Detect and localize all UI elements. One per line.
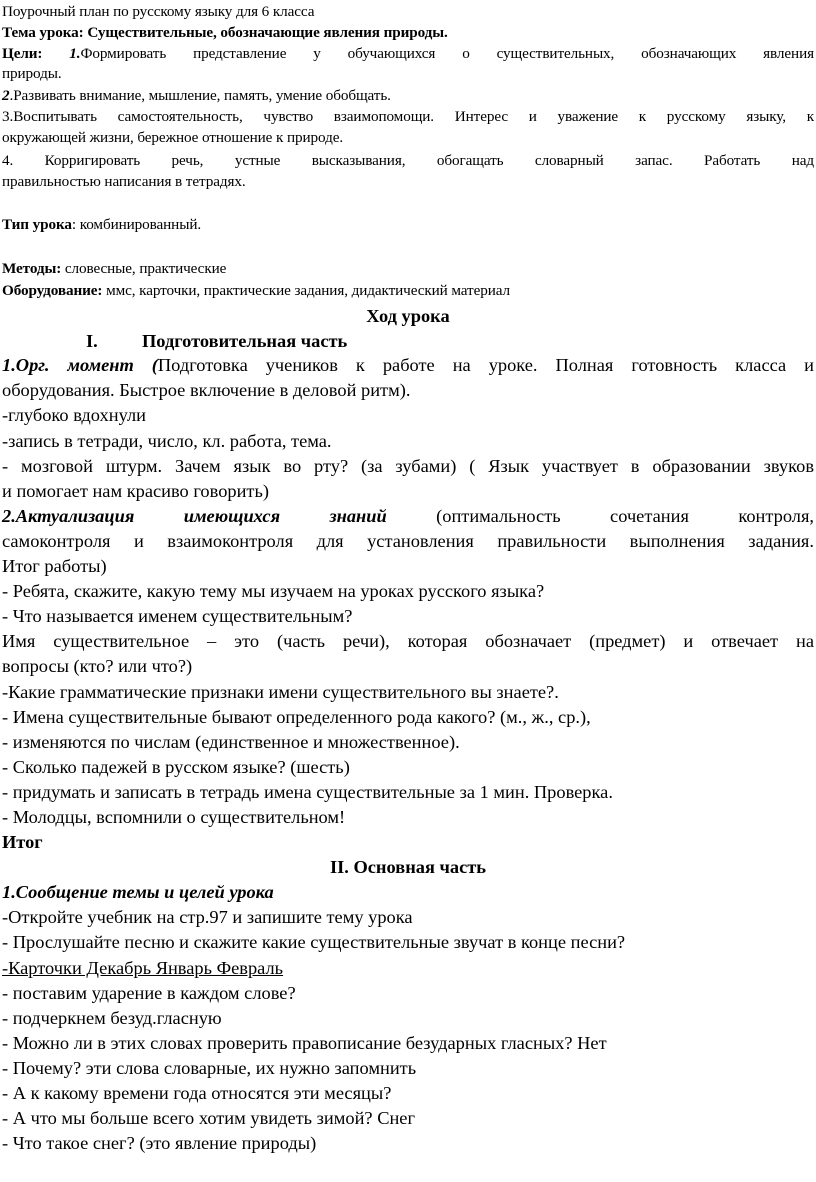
goal1-line xyxy=(2,44,814,64)
course-heading: Ход урока xyxy=(366,306,450,326)
section2-title: 2.Актуализация имеющихся знаний xyxy=(2,506,387,526)
section1-line xyxy=(2,353,814,377)
section1-text: Подготовка учеников к работе на уроке. Полная готовность класса и xyxy=(157,355,814,375)
summary-label: Итог xyxy=(2,832,43,852)
list-item: -запись в тетради, число, кл. работа, тема. xyxy=(2,431,332,451)
goal2-text: .Развивать внимание, мышление, память, умение обобщать. xyxy=(9,87,391,104)
equipment-value: ммс, карточки, практические задания, дидактический материал xyxy=(102,282,510,299)
lesson-type-label: Тип урока xyxy=(2,216,72,233)
list-item: - А что мы больше всего хотим увидеть зимой? Снег xyxy=(2,1108,416,1128)
list-item: - изменяются по числам (единственное и множественное). xyxy=(2,732,460,752)
list-item: - подчеркнем безуд.гласную xyxy=(2,1008,222,1028)
section2-line xyxy=(2,504,814,528)
methods-value: словесные, практические xyxy=(61,260,227,277)
list-item: - Прослушайте песню и скажите какие существительные звучат в конце песни? xyxy=(2,932,626,952)
cards-line: -Карточки Декабрь Январь Февраль xyxy=(2,958,284,978)
part1-number: I. xyxy=(86,331,98,351)
goal4-line-cont: правильностью написания в тетрадях. xyxy=(2,173,246,190)
list-item: - А к какому времени года относятся эти месяцы? xyxy=(2,1083,392,1103)
section2-text-cont: самоконтроля и взаимоконтроля для установления правильности выполнения задания. xyxy=(2,531,814,551)
goal3-line-cont: окружающей жизни, бережное отношение к природе. xyxy=(2,129,344,146)
goal1-number: 1. xyxy=(69,45,81,62)
list-item: и помогает нам красиво говорить) xyxy=(2,481,269,501)
section2-text: (оптимальность сочетания контроля, xyxy=(386,506,815,526)
list-item: -Какие грамматические признаки имени существительного вы знаете?. xyxy=(2,682,559,702)
lesson-type xyxy=(2,215,814,235)
goal2-line xyxy=(2,86,814,106)
list-item: - Сколько падежей в русском языке? (шесть) xyxy=(2,757,350,777)
list-item: - Можно ли в этих словах проверить правописание безударных гласных? Нет xyxy=(2,1033,607,1053)
list-item: вопросы (кто? или что?) xyxy=(2,656,193,676)
lesson-type-value: : комбинированный. xyxy=(71,216,202,233)
topic-value: Существительные, обозначающие явления природы. xyxy=(87,24,448,41)
list-item: -глубоко вдохнули xyxy=(2,405,146,425)
goal2-number: 2 xyxy=(2,87,10,104)
section2-text-end: Итог работы) xyxy=(2,556,107,576)
section1-title: 1.Орг. момент ( xyxy=(2,355,158,375)
section3-title: 1.Сообщение темы и целей урока xyxy=(2,882,274,902)
list-item: - Что такое снег? (это явление природы) xyxy=(2,1133,317,1153)
list-item: - мозговой штурм. Зачем язык во рту? (за зубами) ( Язык участвует в образовании звуков xyxy=(2,456,814,476)
list-item: - Ребята, скажите, какую тему мы изучаем на уроках русского языка? xyxy=(2,581,545,601)
part2-heading: II. Основная часть xyxy=(329,857,487,877)
list-item: -Откройте учебник на стр.97 и запишите тему урока xyxy=(2,907,413,927)
goal1-text: Формировать представление у обучающихся о существительных, обозначающих явления xyxy=(80,45,814,62)
equipment-label: Оборудование: xyxy=(2,282,103,299)
goal1-text-cont: природы. xyxy=(2,65,62,82)
list-item: - Имена существительные бывают определенного рода какого? (м., ж., ср.), xyxy=(2,707,591,727)
methods-label: Методы: xyxy=(2,260,62,277)
part1-title: Подготовительная часть xyxy=(142,331,348,351)
goal4-line: 4. Корригировать речь, устные высказывания, обогащать словарный запас. Работать над xyxy=(2,152,814,169)
list-item: - Молодцы, вспомнили о существительном! xyxy=(2,807,346,827)
goals-label: Цели: xyxy=(2,45,43,62)
methods xyxy=(2,259,814,279)
section1-text-cont: оборудования. Быстрое включение в деловой ритм). xyxy=(2,380,411,400)
equipment xyxy=(2,281,814,301)
topic-label: Тема урока: xyxy=(2,24,84,41)
list-item: Имя существительное – это (часть речи), которая обозначает (предмет) и отвечает на xyxy=(2,631,814,651)
goal3-line: 3.Воспитывать самостоятельность, чувство взаимопомощи. Интерес и уважение к русскому языку, к xyxy=(2,108,814,125)
doc-title: Поурочный план по русскому языку для 6 класса xyxy=(2,3,315,20)
list-item: - поставим ударение в каждом слове? xyxy=(2,983,296,1003)
list-item: - Почему? эти слова словарные, их нужно запомнить xyxy=(2,1058,417,1078)
list-item: - Что называется именем существительным? xyxy=(2,606,353,626)
topic-line xyxy=(2,23,814,43)
list-item: - придумать и записать в тетрадь имена существительные за 1 мин. Проверка. xyxy=(2,782,613,802)
